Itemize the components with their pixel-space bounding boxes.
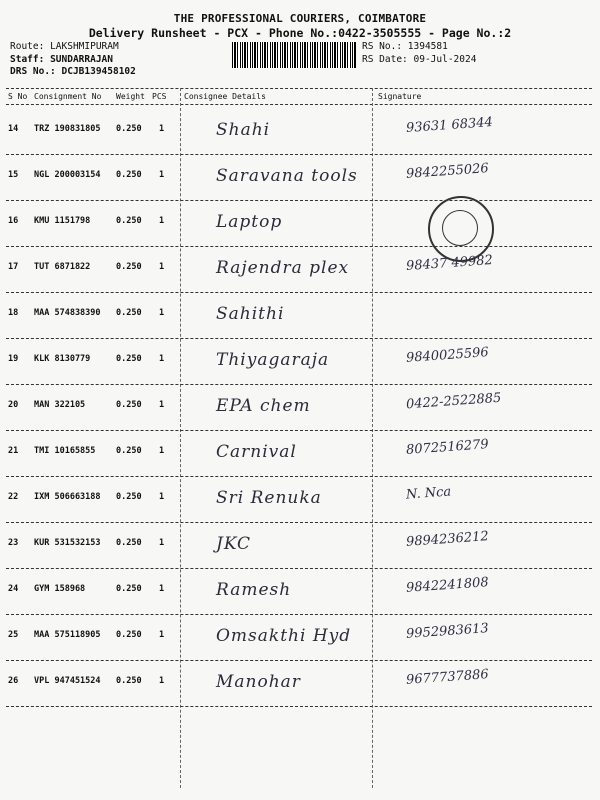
row-consignment-no: MAA 575118905 (34, 630, 101, 640)
row-signature: 9842255026 (405, 161, 490, 182)
barcode (232, 42, 356, 68)
row-weight: 0.250 (116, 308, 142, 318)
row-weight: 0.250 (116, 262, 142, 272)
row-pcs: 1 (159, 400, 165, 410)
stamp-inner-ring (442, 210, 478, 246)
meta-right (362, 41, 476, 66)
row-consignment-no: KLK 8130779 (34, 354, 91, 364)
table-row (6, 154, 592, 201)
sheet-subtitle: Delivery Runsheet - PCX - Phone No.:0422-3505555 - Page No.:2 (88, 26, 512, 40)
row-sno: 15 (8, 170, 19, 180)
rs-date-line (362, 54, 476, 67)
row-signature: 9894236212 (405, 529, 490, 550)
row-weight: 0.250 (116, 676, 142, 686)
row-pcs: 1 (159, 538, 165, 548)
row-weight: 0.250 (116, 170, 142, 180)
row-consignment-no: GYM 158968 (34, 584, 86, 594)
row-sno: 26 (8, 676, 19, 686)
row-pcs: 1 (159, 676, 165, 686)
table-row (6, 108, 592, 155)
row-weight: 0.250 (116, 446, 142, 456)
rs-no-line (362, 41, 476, 54)
row-consignee-handwriting: Sahithi (216, 304, 285, 324)
table-row (6, 476, 592, 523)
row-weight: 0.250 (116, 216, 142, 226)
row-sno: 22 (8, 492, 19, 502)
col-header-consignment: Consignment No (34, 92, 102, 101)
row-consignment-no: KUR 531532153 (34, 538, 101, 548)
row-signature: 9677737886 (405, 667, 490, 688)
row-consignee-handwriting: Thiyagaraja (216, 350, 330, 370)
row-signature: 0422-2522885 (405, 390, 502, 413)
row-weight: 0.250 (116, 354, 142, 364)
row-pcs: 1 (159, 308, 165, 318)
row-consignee-handwriting: Omsakthi Hyd (216, 626, 352, 646)
row-consignee-handwriting: EPA chem (216, 396, 311, 416)
row-consignee-handwriting: Shahi (216, 120, 271, 140)
table-row (6, 200, 592, 247)
drs-value: DCJB139458102 (61, 66, 136, 77)
drs-label: DRS No.: (10, 66, 56, 77)
col-header-consignee: Consignee Details (184, 92, 266, 101)
row-sno: 24 (8, 584, 19, 594)
row-signature: 93631 68344 (405, 114, 494, 137)
meta-left (10, 41, 136, 79)
laptop-world-stamp (428, 196, 494, 262)
table-row (6, 568, 592, 615)
row-pcs: 1 (159, 354, 165, 364)
row-sno: 14 (8, 124, 19, 134)
row-sno: 19 (8, 354, 19, 364)
row-consignee-handwriting: Carnival (216, 442, 297, 462)
row-consignment-no: KMU 1151798 (34, 216, 91, 226)
row-pcs: 1 (159, 584, 165, 594)
route-line (10, 41, 136, 54)
table-row (6, 246, 592, 293)
row-sno: 18 (8, 308, 19, 318)
row-sno: 21 (8, 446, 19, 456)
row-pcs: 1 (159, 262, 165, 272)
drs-line (10, 66, 136, 79)
row-pcs: 1 (159, 124, 165, 134)
row-consignment-no: MAA 574838390 (34, 308, 101, 318)
route-value: LAKSHMIPURAM (50, 41, 119, 52)
table-row (6, 430, 592, 477)
row-sno: 16 (8, 216, 19, 226)
col-header-signature: Signature (378, 92, 422, 101)
row-signature: 9840025596 (405, 345, 490, 366)
row-consignment-no: TUT 6871822 (34, 262, 91, 272)
row-consignee-handwriting: Rajendra plex (216, 258, 350, 278)
row-pcs: 1 (159, 446, 165, 456)
row-weight: 0.250 (116, 538, 142, 548)
row-sno: 20 (8, 400, 19, 410)
staff-label: Staff: (10, 53, 45, 65)
col-header-pcs: PCS (152, 92, 167, 101)
row-consignee-handwriting: Saravana tools (216, 166, 358, 186)
row-consignee-handwriting: Manohar (216, 672, 301, 692)
row-signature: N. Nca (405, 484, 452, 503)
table-row (6, 292, 592, 339)
row-pcs: 1 (159, 492, 165, 502)
row-sno: 23 (8, 538, 19, 548)
staff-line (10, 54, 136, 67)
row-weight: 0.250 (116, 124, 142, 134)
row-weight: 0.250 (116, 492, 142, 502)
row-consignment-no: MAN 322105 (34, 400, 86, 410)
route-label: Route: (10, 41, 45, 52)
table-row (6, 614, 592, 661)
row-consignment-no: IXM 506663188 (34, 492, 101, 502)
row-consignee-handwriting: Sri Renuka (216, 488, 322, 508)
row-consignment-no: TMI 10165855 (34, 446, 96, 456)
table-row (6, 338, 592, 385)
row-weight: 0.250 (116, 584, 142, 594)
row-sno: 25 (8, 630, 19, 640)
row-consignment-no: NGL 200003154 (34, 170, 101, 180)
table-top-rule (6, 88, 592, 89)
row-pcs: 1 (159, 630, 165, 640)
rs-no-label: RS No.: (362, 41, 403, 52)
row-pcs: 1 (159, 216, 165, 226)
rs-date-label: RS Date: (362, 53, 408, 65)
row-sno: 17 (8, 262, 19, 272)
table-row (6, 660, 592, 707)
rs-no-value: 1394581 (407, 41, 448, 52)
table-row (6, 522, 592, 569)
row-weight: 0.250 (116, 630, 142, 640)
row-signature: 8072516279 (405, 437, 490, 458)
table-row (6, 384, 592, 431)
row-consignee-handwriting: JKC (216, 534, 252, 554)
row-signature: 98437 49982 (405, 252, 494, 275)
staff-value: SUNDARRAJAN (50, 53, 113, 65)
row-consignment-no: VPL 947451524 (34, 676, 101, 686)
table-header-rule (6, 104, 592, 105)
rs-date-value: 09-Jul-2024 (413, 53, 477, 65)
company-name: THE PROFESSIONAL COURIERS, COIMBATORE (173, 12, 427, 25)
row-weight: 0.250 (116, 400, 142, 410)
row-consignment-no: TRZ 190831805 (34, 124, 101, 134)
row-consignee-handwriting: Laptop (216, 212, 283, 232)
row-pcs: 1 (159, 170, 165, 180)
row-consignee-handwriting: Ramesh (216, 580, 292, 600)
col-header-sno: S No (8, 92, 28, 101)
col-header-weight: Weight (116, 92, 145, 101)
row-signature: 9952983613 (405, 621, 490, 642)
row-signature: 9842241808 (405, 575, 490, 596)
